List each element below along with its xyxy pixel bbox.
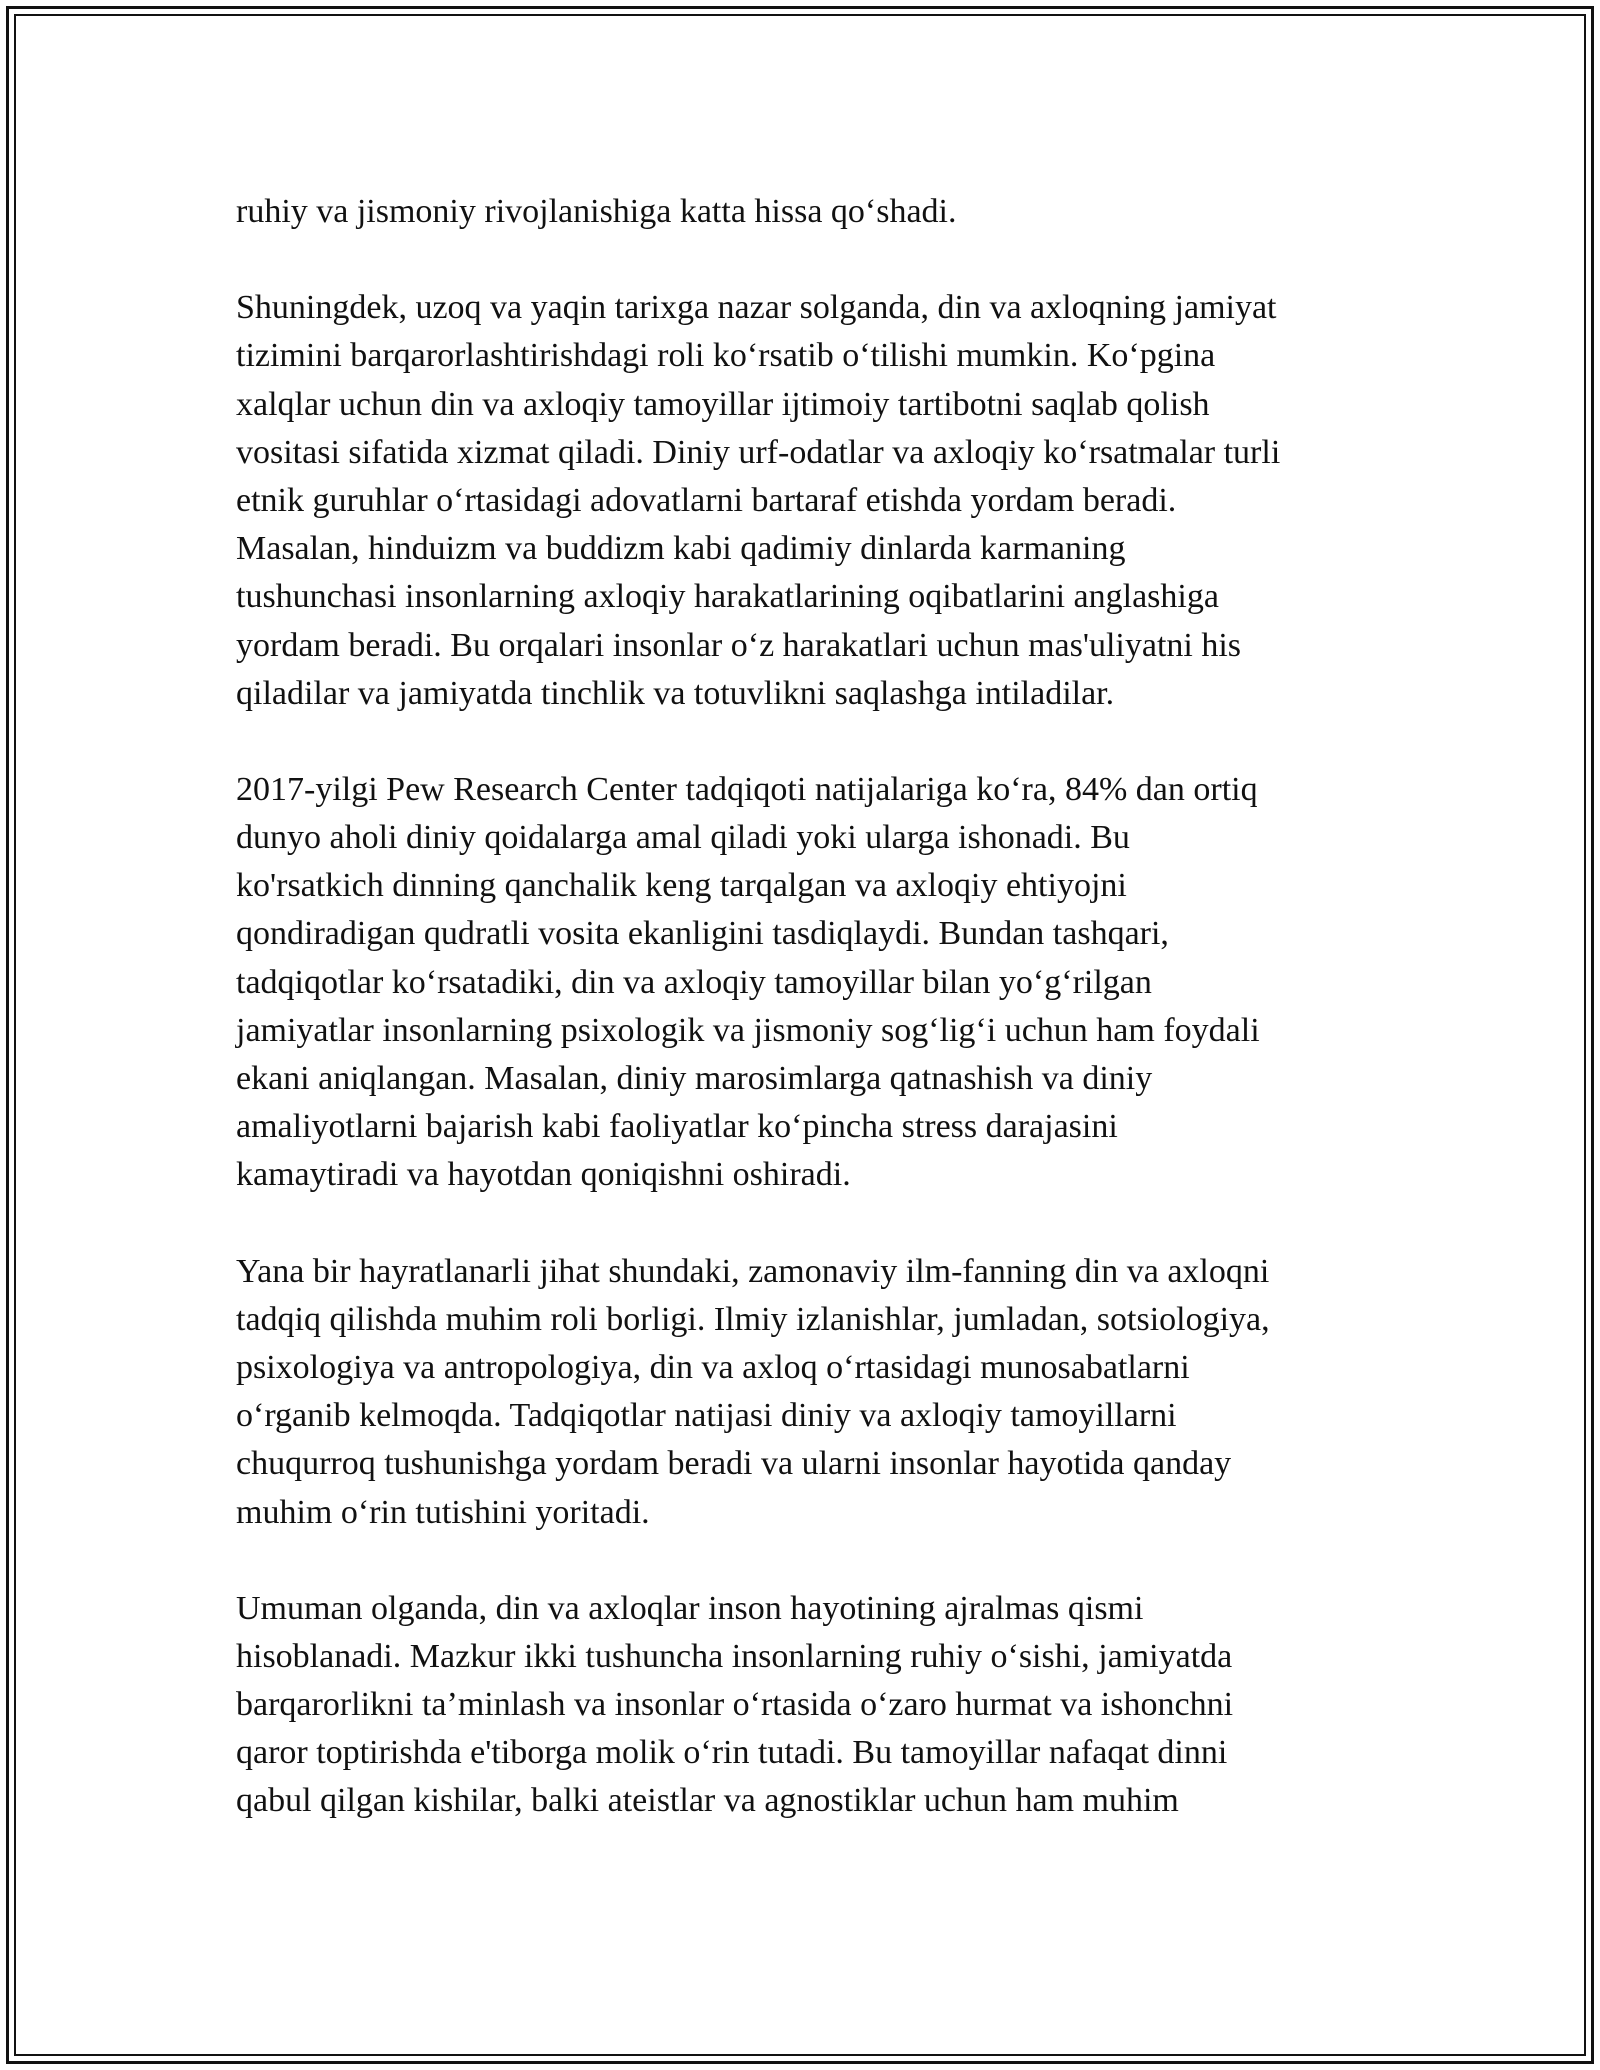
text-line: amaliyotlarni bajarish kabi faoliyatlar ko‘pincha stress darajasini [236, 1108, 1118, 1146]
paragraph-1 [236, 188, 1386, 236]
paragraph-5 [236, 1585, 1386, 1826]
paragraph-4 [236, 1248, 1386, 1537]
text-line: tadqiq qilishda muhim roli borligi. Ilmiy izlanishlar, jumladan, sotsiologiya, [236, 1300, 1270, 1338]
text-line: hisoblanadi. Mazkur ikki tushuncha insonlarning ruhiy o‘sishi, jamiyatda [236, 1637, 1233, 1675]
paragraph-gap [236, 1537, 1386, 1585]
text-line: o‘rganib kelmoqda. Tadqiqotlar natijasi diniy va axloqiy tamoyillarni [236, 1397, 1177, 1435]
text-line: tushunchasi insonlarning axloqiy harakatlarining oqibatlarini anglashiga [236, 578, 1219, 616]
text-line: ekani aniqlangan. Masalan, diniy marosimlarga qatnashish va diniy [236, 1060, 1153, 1097]
text-line: barqarorlikni ta’minlash va insonlar o‘rtasida o‘zaro hurmat va ishonchni [236, 1686, 1234, 1724]
text-line: qaror toptirishda e'tiborga molik o‘rin tutadi. Bu tamoyillar nafaqat dinni [236, 1734, 1228, 1772]
text-line: tadqiqotlar ko‘rsatadiki, din va axloqiy tamoyillar bilan yo‘g‘rilgan [236, 963, 1152, 1001]
paragraph-3 [236, 766, 1386, 1200]
paragraph-gap [236, 1200, 1386, 1248]
text-line: vositasi sifatida xizmat qiladi. Diniy urf-odatlar va axloqiy ko‘rsatmalar turli [236, 433, 1281, 471]
text-line: etnik guruhlar o‘rtasidagi adovatlarni bartaraf etishda yordam beradi. [236, 481, 1177, 519]
paragraph-2 [236, 284, 1386, 718]
text-line: qiladilar va jamiyatda tinchlik va totuvlikni saqlashga intiladilar. [236, 674, 1115, 712]
text-line: Yana bir hayratlanarli jihat shundaki, zamonaviy ilm-fanning din va axloqni [236, 1252, 1270, 1290]
text-line: Umuman olganda, din va axloqlar inson hayotining ajralmas qismi [236, 1589, 1144, 1627]
document-body [236, 188, 1386, 1826]
paragraph-gap [236, 236, 1386, 284]
text-line: 2017-yilgi Pew Research Center tadqiqoti natijalariga ko‘ra, 84% dan ortiq [236, 770, 1258, 808]
text-line: tizimini barqarorlashtirishdagi roli ko‘rsatib o‘tilishi mumkin. Ko‘pgina [236, 337, 1216, 375]
paragraph-gap [236, 718, 1386, 766]
text-line: kamaytiradi va hayotdan qoniqishni oshiradi. [236, 1156, 851, 1194]
text-line: yordam beradi. Bu orqalari insonlar o‘z harakatlari uchun mas'uliyatni his [236, 626, 1242, 664]
text-line: xalqlar uchun din va axloqiy tamoyillar ijtimoiy tartibotni saqlab qolish [236, 385, 1210, 423]
text-line: qabul qilgan kishilar, balki ateistlar va agnostiklar uchun ham muhim [236, 1782, 1179, 1820]
text-line: Masalan, hinduizm va buddizm kabi qadimiy dinlarda karmaning [236, 530, 1126, 568]
text-line: qondiradigan qudratli vosita ekanligini tasdiqlaydi. Bundan tashqari, [236, 915, 1169, 953]
text-line: ko'rsatkich dinning qanchalik keng tarqalgan va axloqiy ehtiyojni [236, 867, 1127, 905]
text-line: jamiyatlar insonlarning psixologik va jismoniy sog‘lig‘i uchun ham foydali [236, 1011, 1260, 1049]
text-line: ruhiy va jismoniy rivojlanishiga katta hissa qo‘shadi. [236, 193, 957, 230]
text-line: Shuningdek, uzoq va yaqin tarixga nazar solganda, din va axloqning jamiyat [236, 289, 1277, 327]
text-line: chuqurroq tushunishga yordam beradi va ularni insonlar hayotida qanday [236, 1445, 1232, 1483]
text-line: muhim o‘rin tutishini yoritadi. [236, 1493, 650, 1531]
text-line: psixologiya va antropologiya, din va axloq o‘rtasidagi munosabatlarni [236, 1348, 1190, 1386]
text-line: dunyo aholi diniy qoidalarga amal qiladi yoki ularga ishonadi. Bu [236, 819, 1130, 857]
